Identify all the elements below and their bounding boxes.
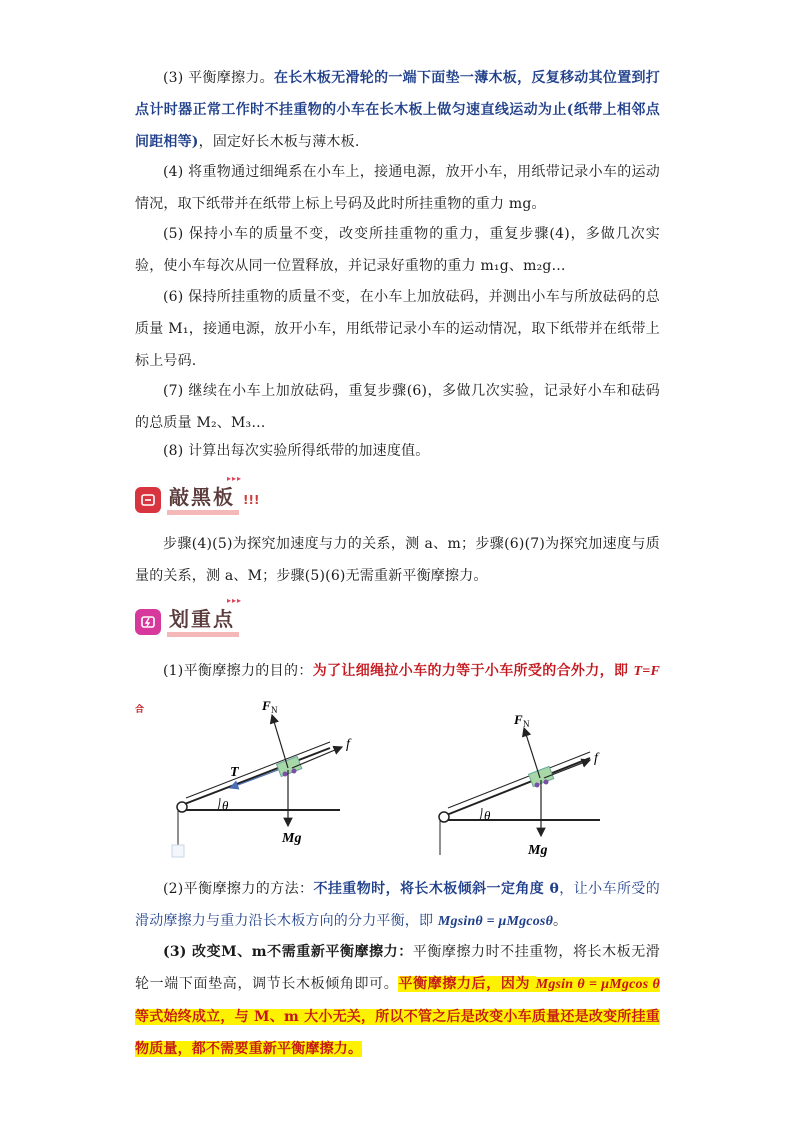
left-f-label: f <box>346 737 350 752</box>
point-2 <box>135 873 660 938</box>
point-2-equation: Mgsinθ = μMgcosθ <box>437 914 554 929</box>
right-fn-sub: N <box>523 719 530 729</box>
blackboard-title: 敲黑板 <box>167 486 239 515</box>
point-3-text: 平衡摩擦力时不挂重物，将长木板无滑轮一端下面垫高，调节长木板倾角即可。 <box>135 944 660 992</box>
key-point-badge <box>135 596 243 642</box>
highlighter-icon <box>135 609 161 635</box>
left-T-label: T <box>230 765 239 780</box>
step-3-label: (3) 平衡摩擦力。 <box>163 70 274 86</box>
point-2-blue-1: 不挂重物时，将长木板倾斜一定角度 θ <box>313 881 560 897</box>
point-1-equation: T=F <box>633 664 660 679</box>
left-mg-label: Mg <box>282 831 302 846</box>
right-diagram <box>439 712 600 858</box>
point-2-end: 。 <box>553 913 568 929</box>
point-1-label: (1)平衡摩擦力的目的： <box>163 663 313 679</box>
step-3-highlight: 在长木板无滑轮的一端下面垫一薄木板，反复移动其位置到打点计时器正常工作时不挂重物的小车在长木板上做匀速直线运动为止(纸带上相邻点间距相等) <box>135 70 660 150</box>
point-3-highlight-1: 平衡摩擦力后，因为 <box>398 976 536 992</box>
force-diagram-figure <box>160 690 610 865</box>
right-fn-label: F <box>514 712 523 727</box>
point-3 <box>135 936 660 1065</box>
right-f-label: f <box>594 751 598 766</box>
point-2-label: (2)平衡摩擦力的方法： <box>163 881 314 897</box>
exclaim-marks: !!! <box>243 493 260 507</box>
left-theta-label: θ <box>222 798 229 813</box>
step-5: (5) 保持小车的质量不变，改变所挂重物的重力，重复步骤(4)，多做几次实验，使小车每次从同一位置释放，并记录好重物的重力 m₁g、m₂g… <box>135 226 660 274</box>
left-fn-label: F <box>262 698 271 713</box>
point-1-red: 为了让细绳拉小车的力等于小车所受的合外力，即 <box>312 663 634 679</box>
step-4: (4) 将重物通过细绳系在小车上，接通电源，放开小车，用纸带记录小车的运动情况，取下纸带并在纸带上标上号码及此时所挂重物的重力 mg。 <box>135 164 660 212</box>
arrow-marks-icon: ▸▸▸ <box>227 596 243 605</box>
step-6: (6) 保持所挂重物的质量不变，在小车上加放砝码，并测出小车与所放砝码的总质量 M₁，接通电源，放开小车，用纸带记录小车的运动情况，取下纸带并在纸带上标上号码. <box>135 289 660 369</box>
key-point-title: 划重点 <box>167 608 239 637</box>
point-3-equation: Mgsin θ = μMgcos θ <box>535 977 660 992</box>
step-7: (7) 继续在小车上加放砝码，重复步骤(6)，多做几次实验，记录好小车和砝码的总质量 M₂、M₃… <box>135 383 660 431</box>
point-3-highlight-2: 等式始终成立，与 M、m 大小无关，所以不管之后是改变小车质量还是改变所挂重物质量，都不需要重新平衡摩擦力。 <box>135 1009 660 1057</box>
step-3-tail: ，固定好长木板与薄木板. <box>198 134 360 150</box>
board-icon <box>135 487 161 513</box>
point-2-blue-2: ，让小车所受的滑动摩擦力与重力沿长木板方向的分力平衡，即 <box>135 881 661 929</box>
point-3-label: (3) 改变M、m不需重新平衡摩擦力： <box>163 944 413 960</box>
right-theta-label: θ <box>484 808 491 823</box>
point-1-subscript: 合 <box>135 704 145 715</box>
step-8: (8) 计算出每次实验所得纸带的加速度值。 <box>163 443 430 459</box>
blackboard-badge <box>135 474 260 520</box>
left-diagram <box>172 698 352 857</box>
blackboard-text: 步骤(4)(5)为探究加速度与力的关系，测 a、m；步骤(6)(7)为探究加速度与质量的关系，测 a、M；步骤(5)(6)无需重新平衡摩擦力。 <box>135 536 660 584</box>
right-mg-label: Mg <box>528 843 548 858</box>
arrow-marks-icon: ▸▸▸ <box>227 474 243 483</box>
left-fn-sub: N <box>271 705 278 715</box>
step-3 <box>135 62 660 158</box>
